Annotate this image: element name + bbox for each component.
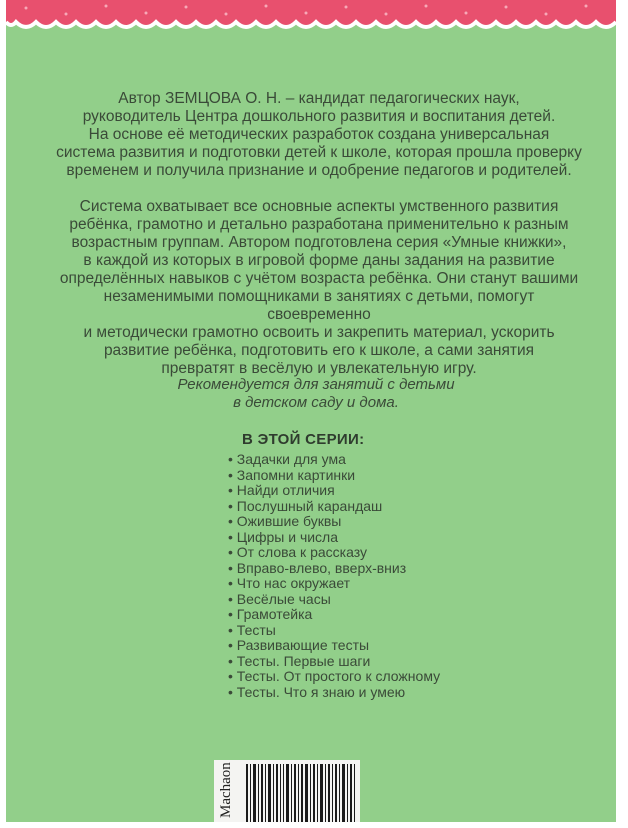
text-line: незаменимыми помощниками в занятиях с детьми, помогут своевременно xyxy=(103,288,535,323)
list-item: • Развивающие тесты xyxy=(228,638,440,654)
decorative-top-band xyxy=(6,0,616,36)
author-paragraph xyxy=(54,90,584,180)
series-heading: В ЭТОЙ СЕРИИ: xyxy=(242,431,365,448)
publisher-name: Machaon xyxy=(218,762,234,818)
list-item: • Тесты. Первые шаги xyxy=(228,654,440,670)
barcode-bars xyxy=(246,764,356,822)
list-item: • Тесты. Что я знаю и умею xyxy=(228,685,440,701)
recommendation-note xyxy=(86,376,546,412)
book-back-cover xyxy=(6,0,616,822)
text-line: определённых навыков с учётом возраста ребёнка. Они станут вашими xyxy=(59,270,579,287)
list-item: • Что нас окружает xyxy=(228,576,440,592)
series-list xyxy=(228,452,440,700)
text-line: На основе её методических разработок создана универсальная xyxy=(88,126,550,143)
list-item: • Вправо-влево, вверх-вниз xyxy=(228,561,440,577)
system-paragraph xyxy=(54,198,584,378)
text-line: в детском саду и дома. xyxy=(233,394,399,411)
list-item: • Послушный карандаш xyxy=(228,499,440,515)
text-line: развитие ребёнка, подготовить его к школе, а сами занятия xyxy=(103,342,535,359)
text-line: возрастным группам. Автором подготовлена серия «Умные книжки», xyxy=(71,234,567,251)
publisher-logo xyxy=(214,760,238,822)
text-line: временем и получила признание и одобрение педагогов и родителей. xyxy=(66,162,572,179)
list-item: • Тесты. От простого к сложному xyxy=(228,669,440,685)
list-item: • Грамотейка xyxy=(228,607,440,623)
list-item: • Тесты xyxy=(228,623,440,639)
text-line: Автор ЗЕМЦОВА О. Н. – кандидат педагогических наук, xyxy=(118,90,520,107)
text-line: система развития и подготовки детей к школе, которая прошла проверку xyxy=(56,144,582,161)
text-line: превратят в весёлую и увлекательную игру. xyxy=(161,360,477,377)
text-line: Система охватывает все основные аспекты умственного развития xyxy=(79,198,559,215)
text-line: ребёнка, грамотно и детально разработана применительно к разным xyxy=(69,216,569,233)
text-line: Рекомендуется для занятий с детьми xyxy=(177,376,455,393)
list-item: • Весёлые часы xyxy=(228,592,440,608)
text-line: руководитель Центра дошкольного развития и воспитания детей. xyxy=(82,108,556,125)
list-item: • Найди отличия xyxy=(228,483,440,499)
list-item: • Цифры и числа xyxy=(228,530,440,546)
text-line: в каждой из которых в игровой форме даны задания на развитие xyxy=(83,252,555,269)
text-line: и методически грамотно освоить и закрепить материал, ускорить xyxy=(83,324,555,341)
list-item: • От слова к рассказу xyxy=(228,545,440,561)
list-item: • Ожившие буквы xyxy=(228,514,440,530)
list-item: • Задачки для ума xyxy=(228,452,440,468)
list-item: • Запомни картинки xyxy=(228,468,440,484)
